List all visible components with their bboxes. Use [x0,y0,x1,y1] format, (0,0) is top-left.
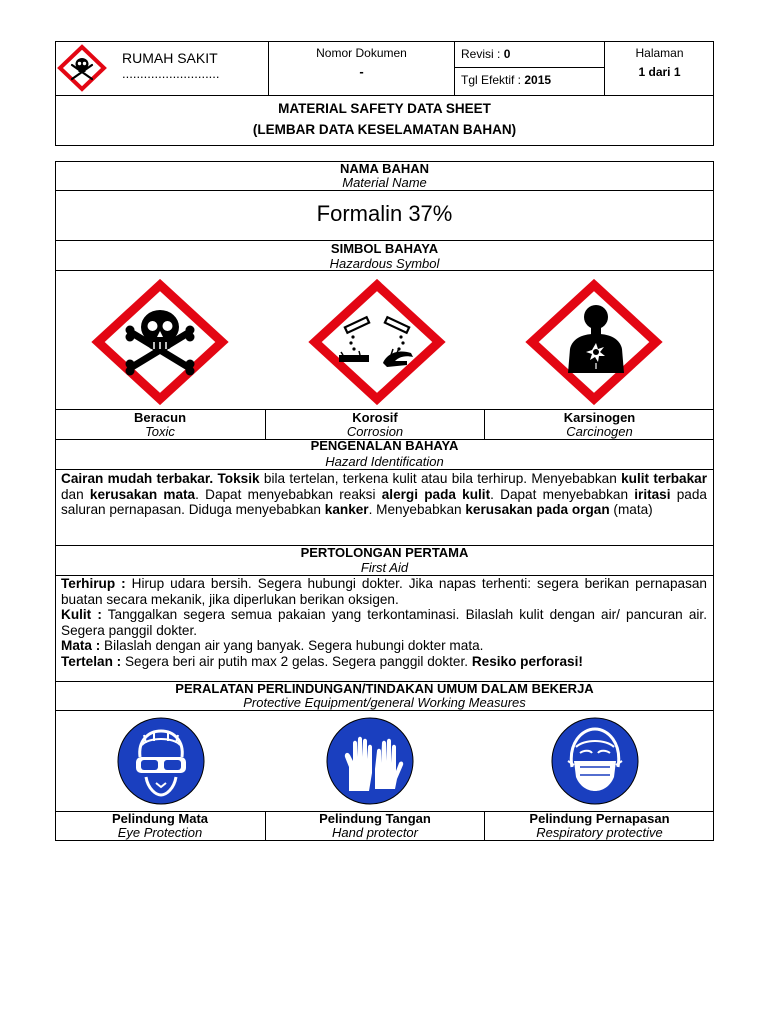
first-aid-inhale: Terhirup : Hirup udara bersih. Segera hubungi dokter. Jika napas terhenti: segera berikan pernapasan buatan secara mekanik, jika diperlukan berikan oksigen. [61,576,707,607]
gloves-icon [319,717,421,805]
hazard-symbols-label-en: Hazardous Symbol [329,256,440,271]
protection-label-eye: Pelindung Mata [111,811,209,826]
corrosion-icon [307,279,447,405]
divider [55,95,714,96]
protection-label-respiratory: Pelindung Pernapasan [529,811,670,826]
goggles-icon [110,717,212,805]
protection-label-hand: Pelindung Tangan [319,811,431,826]
first-aid-label: PERTOLONGAN PERTAMA [300,545,469,560]
first-aid-text [61,576,707,669]
hazard-id-label-en: Hazard Identification [325,454,444,469]
first-aid-label-en: First Aid [360,560,409,575]
effective-date: Tgl Efektif : 2015 [461,73,552,87]
page-value: 1 dari 1 [638,65,681,79]
protection-label-hand-en: Hand protector [332,825,418,840]
page-label: Halaman [635,46,684,60]
hazard-label-carcinogen-en: Carcinogen [566,424,633,439]
hazard-id-label: PENGENALAN BAHAYA [310,438,459,453]
revision: Revisi : 0 [461,47,511,61]
first-aid-skin: Kulit : Tanggalkan segera semua pakaian yang terkontaminasi. Bilaslah kulit dengan air/ pancuran air. Segera panggil dokter. [61,607,707,638]
hospital-name: RUMAH SAKIT [122,50,218,66]
respirator-icon [544,717,646,805]
doc-number-value: - [359,64,364,79]
material-name: Formalin 37% [316,201,453,226]
doc-number-label: Nomor Dokumen [316,46,407,60]
first-aid-swallow: Tertelan : Segera beri air putih max 2 gelas. Segera panggil dokter. Resiko perforasi! [61,653,583,669]
divider [55,469,714,470]
skull-crossbones-icon [90,279,230,405]
hazard-label-toxic: Beracun [133,410,187,425]
hazard-label-corrosion-en: Corrosion [346,424,404,439]
divider [55,190,714,191]
protection-label-en: Protective Equipment/general Working Measures [243,695,526,710]
hazard-label-corrosion: Korosif [352,410,398,425]
protection-label-respiratory-en: Respiratory protective [536,825,663,840]
hazard-label-carcinogen: Karsinogen [563,410,636,425]
document-title: MATERIAL SAFETY DATA SHEET [278,101,491,116]
divider [55,710,714,711]
hospital-name-dots: ........................... [122,66,220,81]
document-subtitle: (LEMBAR DATA KESELAMATAN BAHAN) [252,122,517,137]
toxic-logo-icon [57,44,107,92]
protection-label: PERALATAN PERLINDUNGAN/TINDAKAN UMUM DALAM BEKERJA [175,681,594,696]
hazard-id-text: Cairan mudah terbakar. Toksik bila tertelan, terkena kulit atau bila terhirup. Menyebabkan kulit terbakar dan kerusakan mata. Dapat menyebabkan reaksi alergi pada kulit. Dapat menyebabkan iritasi pada saluran pernapasan. Diduga menyebabkan kanker. Menyebabkan kerusakan pada organ (mata) [61,471,708,517]
hazard-symbols-label: SIMBOL BAHAYA [330,241,439,256]
material-label-en: Material Name [342,175,427,190]
protection-label-eye-en: Eye Protection [117,825,203,840]
health-hazard-icon [524,279,664,405]
hazard-label-toxic-en: Toxic [145,424,175,439]
divider [454,67,604,68]
first-aid-eye: Mata : Bilaslah dengan air yang banyak. Segera hubungi dokter mata. [61,638,484,653]
material-label: NAMA BAHAN [339,161,430,176]
divider [454,41,455,95]
